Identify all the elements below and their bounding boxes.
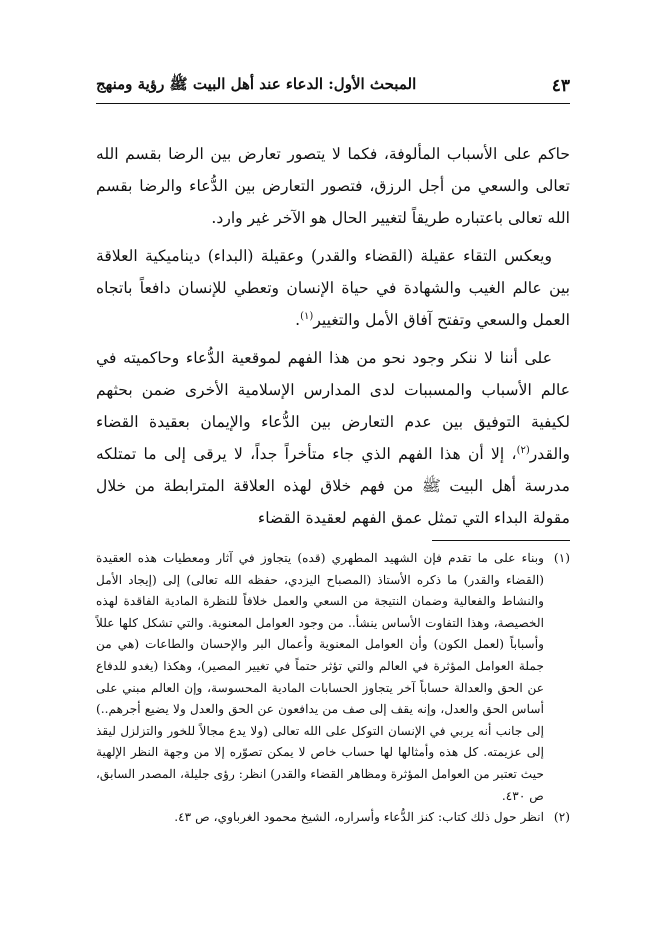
footnote-number: (٢) [553,810,570,825]
paragraph-2: ويعكس التقاء عقيلة (القضاء والقدر) وعقيلة (البداء) ديناميكية العلاقة بين عالم الغيب والشهادة في حياة الإنسان وتعطي للإنسان دافعاً باتجاه العمل والسعي وتفتح آفاق الأمل والتغيير$^{(١)}$. [96,247,570,329]
main-text [96,138,570,540]
header-rule [96,103,570,104]
footnote-1 [96,548,570,807]
paragraph-3-continuation: ، إلا أن هذا الفهم الذي جاء متأخراً جداً، لا يرقى إلى ما تمتلكه مدرسة أهل البيت ﷺ من فهم خلاق لهذه العلاقة المترابطة من خلال مقولة البداء التي تمثل عمق الفهم لعقيدة القضاء [96,445,570,527]
footnote-text: انظر حول ذلك كتاب: كنز الدُّعاء وأسراره، الشيخ محمود الغرباوي، ص ٤٣. [174,810,544,825]
running-header [96,70,570,102]
footnotes [96,548,570,829]
footnote-ref-2[interactable]: (٢) [516,444,530,456]
footnote-ref-1[interactable]: (١) [300,310,314,322]
chapter-title: المبحث الأول: الدعاء عند أهل البيت ﷺ رؤية ومنهج [96,75,417,93]
paragraph-3 [96,342,570,534]
footnote-2 [96,807,570,829]
footnote-separator [432,540,570,541]
paragraph-3-text: على أننا لا ننكر وجود نحو من هذا الفهم لموقعية الدُّعاء وحاكميته في عالم الأسباب والمسببات لدى المدارس الإسلامية الأخرى ضمن بحثهم لكيفية التوفيق بين عدم التعارض بين الدُّعاء والإيمان بعقيدة القضاء والقدر [96,349,570,463]
footnote-text: وبناء على ما تقدم فإن الشهيد المطهري (قده) يتجاوز في آثار ومعطيات هذه العقيدة (القضاء والقدر) ما ذكره الأستاذ (المصباح اليزدي، حفظه الله تعالى) إلى (إيجاد الأمل والنشاط والفعالية وضمان النتيجة من السعي والعمل خلافاً للنظرة المادية الفاقدة لهذه الخصيصة، وهذا التفاوت الأساس ينشأ.. من وجود العوامل المعنوية. والتي تشكل كلها عللاً وأسباباً (لعمل الكون) وأن العوامل المعنوية وأعمال البر والإحسان والطاعات (هي من جملة العوامل المؤثرة في العالم والتي تؤثر حتماً في تغيير المصير)، وهكذا (يغدو للدفاع عن الحق والعدالة حساباً آخر يتجاوز الحسابات المادية المحسوسة، وإن العالم مبني على أساس الحق والعدل، وإنه يقف إلى صف من يدافعون عن الحق والعدل ولا يضيع أجرهم..) إلى جانب أنه يربي في الإنسان التوكل على الله تعالى (ولا يدع مجالاً للخور والتزلزل ليقذ إلى عزيمته. كل هذه وأمثالها لها حساب خاص لا يمكن تصوّره إلا من وجهة النظر الإلهية حيث تعتبر من العوامل المؤثرة ومظاهر القضاء والقدر) انظر: رؤى جليلة، المصدر السابق، ص ٤٣٠. [96,551,544,803]
paragraph-1-text: حاكم على الأسباب المألوفة، فكما لا يتصور تعارض بين الرضا بقسم الله تعالى والسعي من أجل الرزق، فتصور التعارض بين الدُّعاء والرضا بقسم الله تعالى باعتباره طريقاً لتغيير الحال هو الآخر غير وارد. [96,145,570,227]
paragraph-2-text: ويعكس التقاء عقيلة (القضاء والقدر) وعقيلة (البداء) ديناميكية العلاقة بين عالم الغيب والشهادة في حياة الإنسان وتعطي للإنسان دافعاً باتجاه العمل والسعي وتفتح آفاق الأمل والتغيير [96,247,570,329]
paragraph-1 [96,138,570,234]
page-number: ٤٣ [551,76,570,96]
footnote-number: (١) [553,551,570,565]
